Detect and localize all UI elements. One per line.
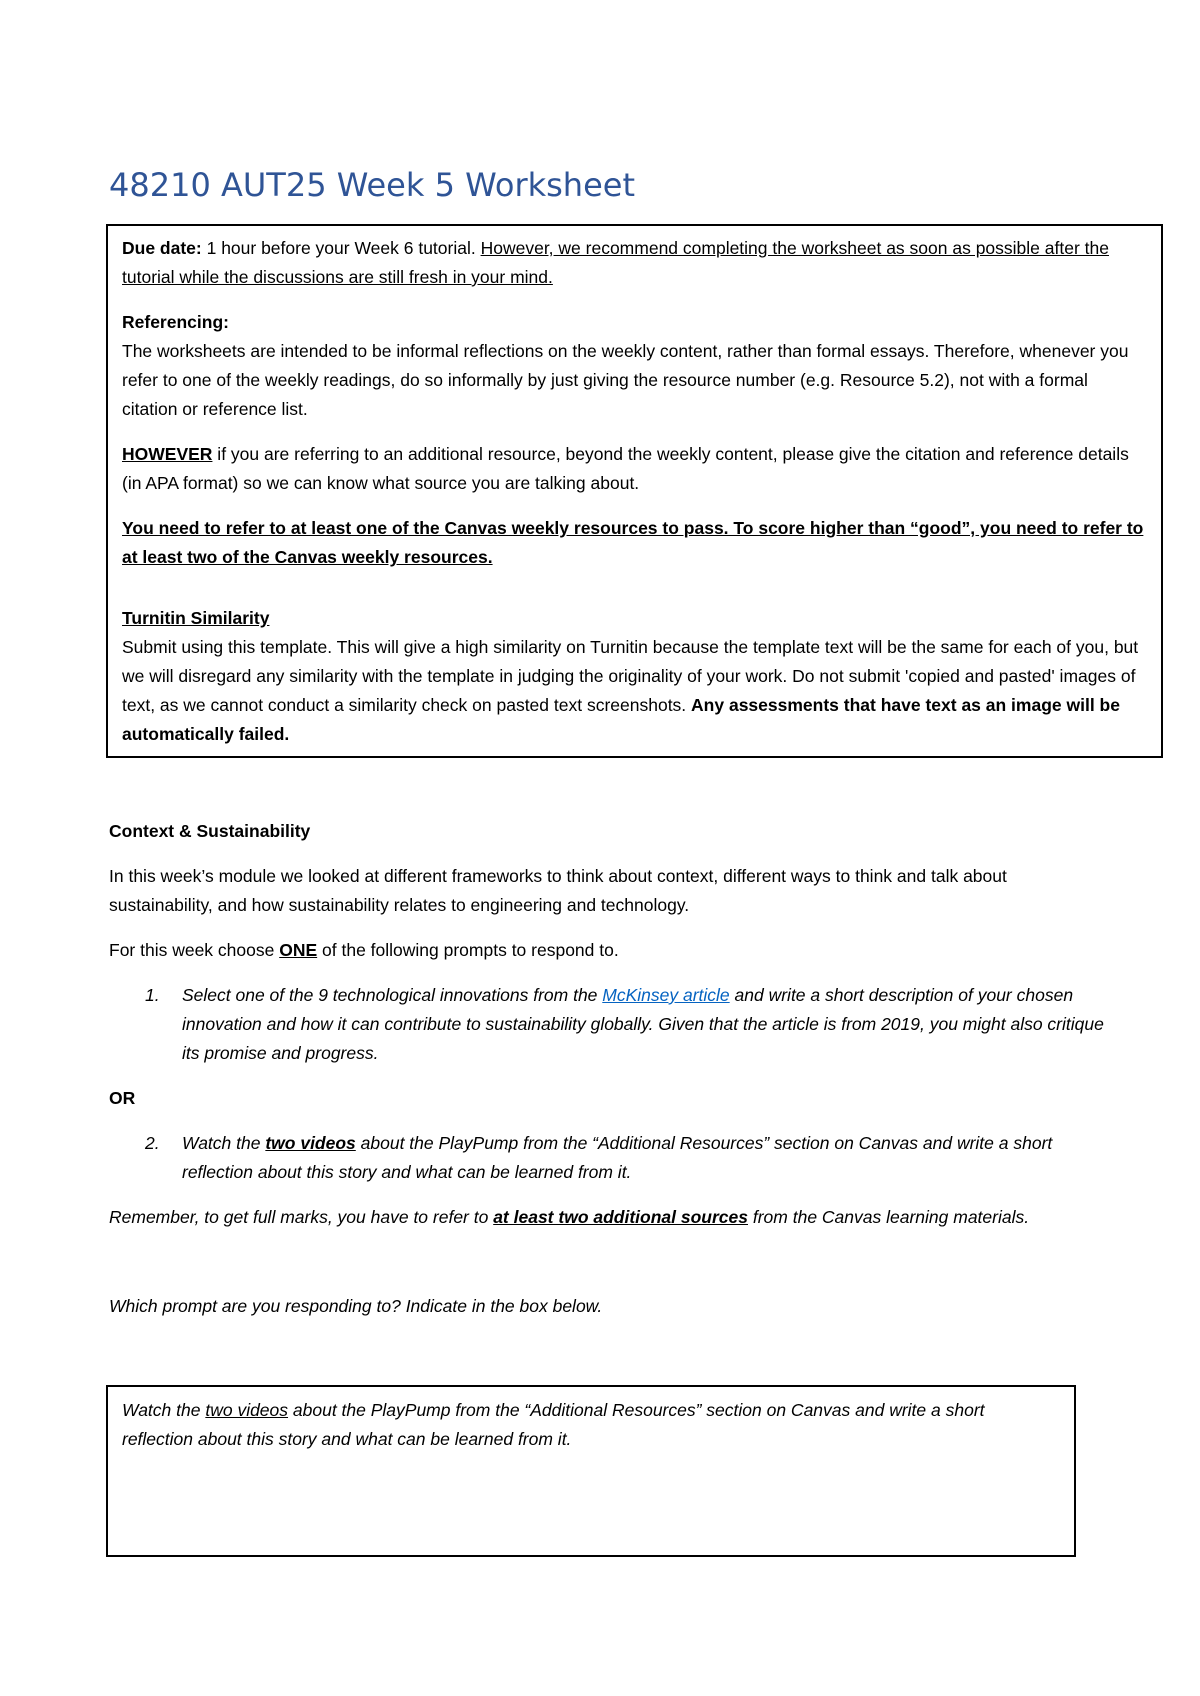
turnitin-heading-text: Turnitin Similarity: [122, 608, 270, 628]
remember-post: from the Canvas learning materials.: [748, 1207, 1030, 1227]
answer-underlined: two videos: [205, 1400, 289, 1420]
answer-post: about the PlayPump from the “Additional Resources” section on Canvas and write a short reflection about this story and what can be learned from it.: [122, 1400, 985, 1449]
prompt-2-post: about the PlayPump from the “Additional Resources” section on Canvas and write a short reflection about this story and what can be learned from it.: [182, 1133, 1053, 1182]
however-paragraph: [122, 440, 1147, 498]
page-title: 48210 AUT25 Week 5 Worksheet: [109, 166, 635, 204]
requirement-paragraph: [122, 514, 1147, 572]
due-date-paragraph: [122, 234, 1147, 292]
however-text: if you are referring to an additional resource, beyond the weekly content, please give the citation and reference details (in APA format) so we can know what source you are talking about.: [122, 444, 1129, 493]
due-date-label: Due date:: [122, 238, 202, 258]
mckinsey-article-link[interactable]: McKinsey article: [602, 985, 730, 1005]
prompt-list-2: [109, 1129, 1109, 1187]
section-heading: Context & Sustainability: [109, 821, 311, 841]
prompt-1-number: 1.: [145, 985, 160, 1005]
answer-box[interactable]: [106, 1385, 1076, 1557]
instructions-box: [106, 224, 1163, 758]
prompt-1-pre: Select one of the 9 technological innovations from the: [182, 985, 603, 1005]
or-label: OR: [109, 1088, 136, 1108]
turnitin-text: Submit using this template. This will give a high similarity on Turnitin because the template text will be the same for each of you, but we will disregard any similarity with the template in judging the originality of your work. Do not submit 'copied and pasted' images of text, as we cannot conduct a similarity check on pasted text screenshots.: [122, 637, 1139, 715]
however-label: HOWEVER: [122, 444, 213, 464]
turnitin-heading: [122, 604, 1147, 633]
turnitin-paragraph: [122, 633, 1147, 749]
prompt-2: [109, 1129, 1109, 1187]
requirement-text: You need to refer to at least one of the Canvas weekly resources to pass. To score higher than “good”, you need to refer to at least two of the Canvas weekly resources.: [122, 518, 1144, 567]
choose-one: ONE: [279, 940, 318, 960]
answer-pre: Watch the: [122, 1400, 206, 1420]
prompt-2-number: 2.: [145, 1133, 160, 1153]
section-intro: In this week’s module we looked at different frameworks to think about context, different ways to think and talk about sustainability, and how sustainability relates to engineering and technology.: [109, 866, 1007, 915]
prompt-2-bold: two videos: [265, 1133, 356, 1153]
prompt-1: [109, 981, 1109, 1068]
remember-bold: at least two additional sources: [493, 1207, 748, 1227]
choose-post: of the following prompts to respond to.: [317, 940, 619, 960]
prompt-list-1: [109, 981, 1109, 1068]
remember-note: [109, 1203, 1109, 1232]
prompt-2-pre: Watch the: [182, 1133, 266, 1153]
referencing-heading-text: Referencing:: [122, 312, 229, 332]
referencing-text: The worksheets are intended to be informal reflections on the weekly content, rather than formal essays. Therefore, whenever you refer to one of the weekly readings, do so informally by just giving the resource number (e.g. Resource 5.2), not with a formal citation or reference list.: [122, 341, 1129, 419]
which-prompt-question: Which prompt are you responding to? Indicate in the box below.: [109, 1296, 603, 1316]
remember-pre: Remember, to get full marks, you have to refer to: [109, 1207, 494, 1227]
due-date-recommendation: However, we recommend completing the worksheet as soon as possible after the tutorial while the discussions are still fresh in your mind.: [122, 238, 1109, 287]
context-section: [109, 817, 1109, 1321]
due-date-text: 1 hour before your Week 6 tutorial.: [201, 238, 481, 258]
choose-pre: For this week choose: [109, 940, 280, 960]
referencing-heading: [122, 308, 1147, 337]
choose-instruction: [109, 936, 1109, 965]
turnitin-warning: Any assessments that have text as an image will be automatically failed.: [122, 695, 1120, 744]
prompt-1-post: and write a short description of your chosen innovation and how it can contribute to sustainability globally. Given that the article is from 2019, you might also critique its promise and progress.: [182, 985, 1104, 1063]
